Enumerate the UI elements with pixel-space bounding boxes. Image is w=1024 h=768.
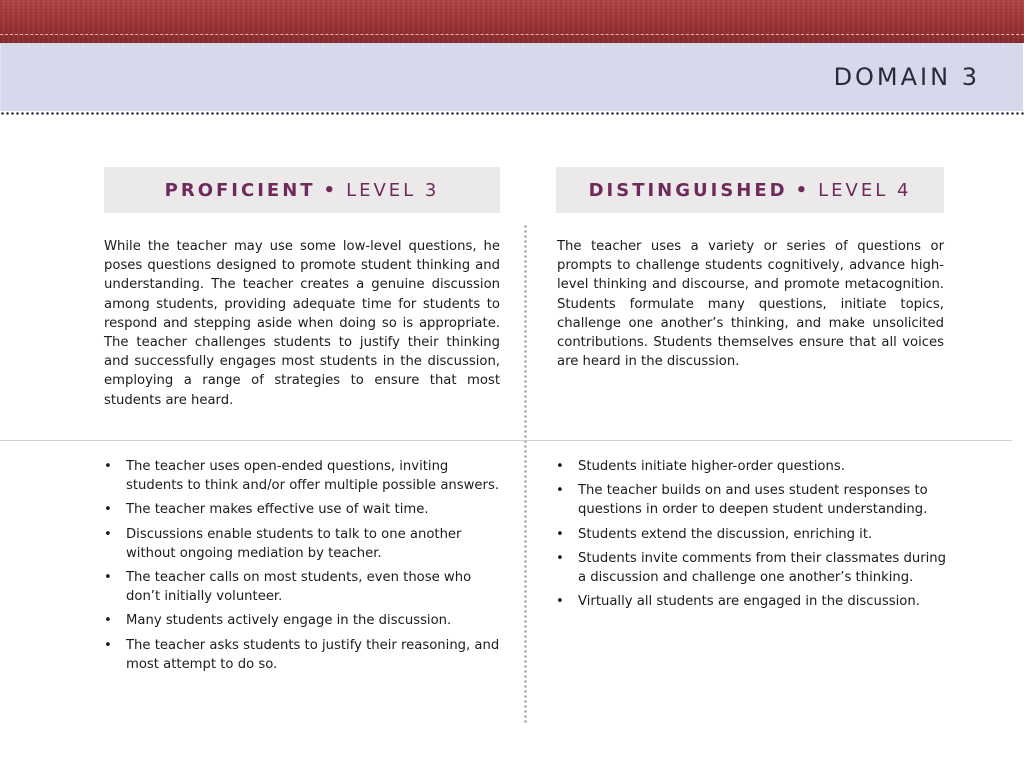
distinguished-bullet-list	[556, 457, 952, 616]
list-item-text: The teacher uses open-ended questions, inviting students to think and/or offer multiple possible answers.	[126, 459, 500, 494]
distinguished-description: The teacher uses a variety or series of questions or prompts to challenge students cognitively, advance high-level thinking and discourse, and promote metacognition. Students formulate many questions, initiate topics, challenge one another’s thinking, and make unsolicited contributions. Students themselves ensure that all voices are heard in the discussion.	[557, 239, 944, 370]
list-item-text: Students extend the discussion, enriching it.	[578, 526, 873, 542]
list-item-text: The teacher calls on most students, even those who don’t initially volunteer.	[126, 570, 472, 605]
list-item-text: Students invite comments from their classmates during a discussion and challenge one another’s thinking.	[578, 550, 947, 586]
list-item-text: Discussions enable students to talk to one another without ongoing mediation by teacher.	[126, 526, 462, 561]
bullet-icon: •	[556, 594, 564, 610]
list-item	[104, 457, 506, 495]
list-item	[104, 568, 506, 606]
bullet-icon: •	[556, 459, 564, 474]
list-item-text: Virtually all students are engaged in the discussion.	[578, 594, 920, 610]
proficient-level-heading	[104, 167, 500, 213]
list-item	[556, 457, 952, 476]
bullet-icon: •	[104, 570, 112, 586]
list-item	[556, 481, 952, 519]
stitch-line	[0, 34, 1024, 35]
column-divider	[524, 224, 527, 724]
list-item	[104, 525, 506, 563]
bullet-icon: •	[556, 550, 564, 566]
bullet-icon: •	[556, 526, 564, 542]
bullet-icon: •	[104, 526, 112, 542]
list-item-text: Many students actively engage in the discussion.	[126, 613, 452, 629]
section-divider	[0, 440, 1012, 441]
list-item	[556, 592, 952, 611]
bullet-icon: •	[104, 502, 112, 518]
bullet-icon: •	[104, 613, 112, 629]
distinguished-level-heading	[556, 167, 944, 213]
list-item-text: Students initiate higher-order questions.	[578, 459, 845, 474]
list-item	[556, 525, 952, 544]
level-separator: •	[323, 179, 339, 201]
list-item	[104, 636, 506, 674]
decorative-leather-band	[0, 0, 1024, 43]
list-item-text: The teacher builds on and uses student responses to questions in order to deepen student understanding.	[578, 483, 928, 518]
list-item-text: The teacher asks students to justify their reasoning, and most attempt to do so.	[126, 637, 500, 672]
bullet-icon: •	[104, 637, 112, 653]
level-name: DISTINGUISHED	[588, 179, 788, 201]
level-number: LEVEL 3	[346, 179, 440, 201]
proficient-bullet-list	[104, 457, 506, 679]
list-item	[556, 549, 952, 587]
level-name: PROFICIENT	[164, 179, 316, 201]
proficient-description: While the teacher may use some low-level questions, he poses questions designed to promote student thinking and understanding. The teacher creates a genuine discussion among students, providing adequate time for students to respond and stepping aside when doing so is appropriate. The teacher challenges students to justify their thinking and successfully engages most students in the discussion, employing a range of strategies to ensure that most students are heard.	[104, 239, 500, 408]
level-number: LEVEL 4	[818, 179, 912, 201]
bullet-icon: •	[556, 483, 564, 499]
list-item	[104, 611, 506, 630]
list-item	[104, 500, 506, 519]
header-dotted-border	[0, 111, 1024, 116]
level-separator: •	[795, 179, 811, 201]
bullet-icon: •	[104, 459, 112, 474]
list-item-text: The teacher makes effective use of wait time.	[126, 502, 429, 518]
domain-title: DOMAIN 3	[833, 63, 980, 91]
